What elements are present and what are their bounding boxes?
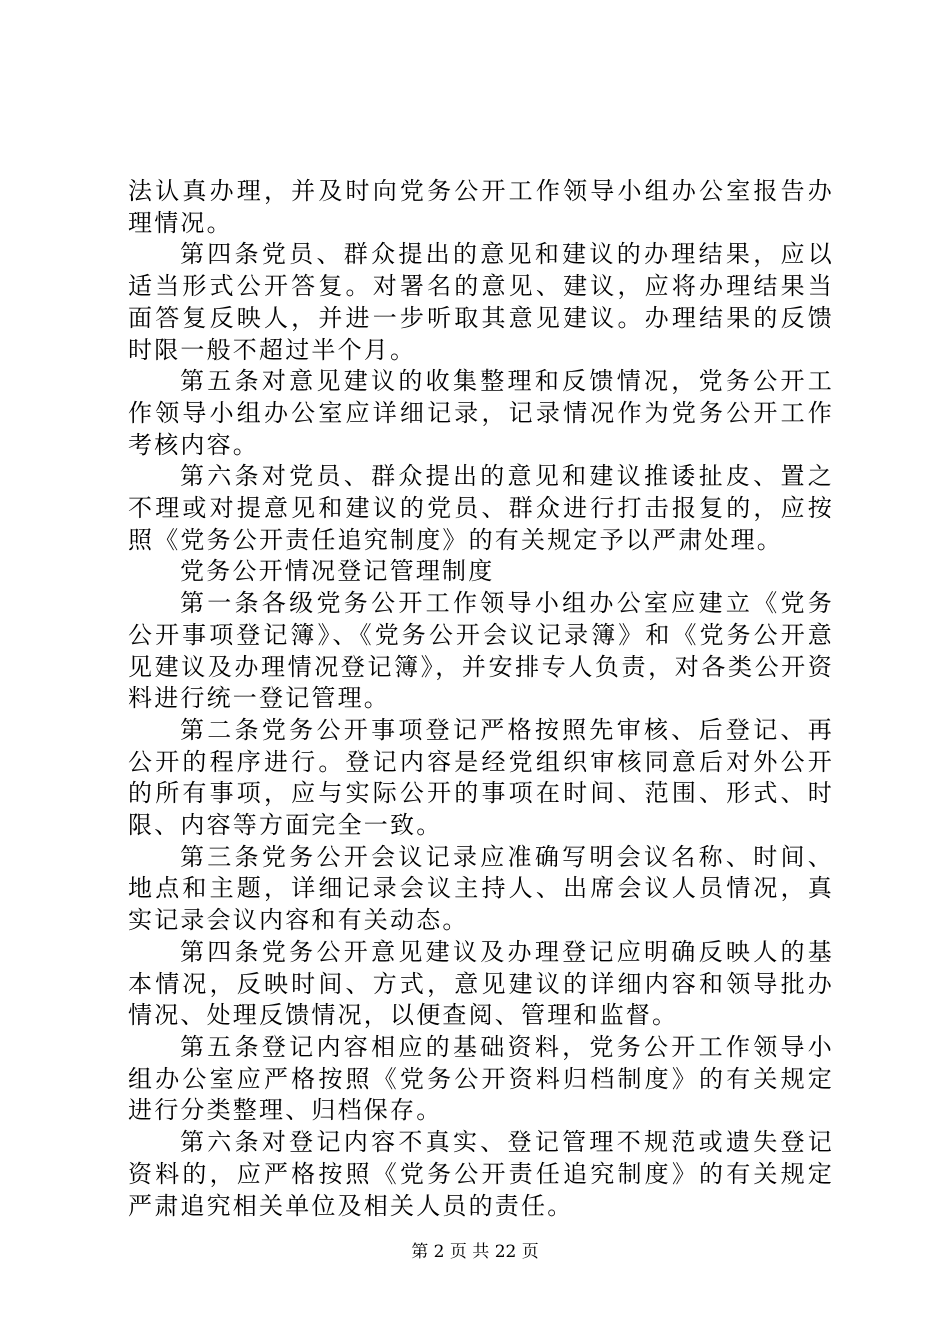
- paragraph-8: 第三条党务公开会议记录应准确写明会议名称、时间、地点和主题，详细记录会议主持人、出席会议人员情况，真实记录会议内容和有关动态。: [128, 842, 834, 935]
- paragraph-9: 第四条党务公开意见建议及办理登记应明确反映人的基本情况，反映时间、方式，意见建议的详细内容和领导批办情况、处理反馈情况，以便查阅、管理和监督。: [128, 937, 834, 1030]
- page-number: 第 2 页 共 22 页: [411, 1242, 539, 1262]
- paragraph-11: 第六条对登记内容不真实、登记管理不规范或遗失登记资料的，应严格按照《党务公开责任追究制度》的有关规定严肃追究相关单位及相关人员的责任。: [128, 1128, 834, 1220]
- paragraph-7: 第二条党务公开事项登记严格按照先审核、后登记、再公开的程序进行。登记内容是经党组织审核同意后对外公开的所有事项，应与实际公开的事项在时间、范围、形式、时限、内容等方面完全一致。: [128, 715, 834, 840]
- paragraph-10: 第五条登记内容相应的基础资料，党务公开工作领导小组办公室应严格按照《党务公开资料归档制度》的有关规定进行分类整理、归档保存。: [128, 1032, 834, 1125]
- section-heading: 党务公开情况登记管理制度: [180, 557, 495, 586]
- paragraph-4: 第六条对党员、群众提出的意见和建议推诿扯皮、置之不理或对提意见和建议的党员、群众进行打击报复的，应按照《党务公开责任追究制度》的有关规定予以严肃处理。: [128, 462, 834, 554]
- paragraph-1: 法认真办理，并及时向党务公开工作领导小组办公室报告办理情况。: [128, 177, 834, 237]
- paragraph-3: 第五条对意见建议的收集整理和反馈情况，党务公开工作领导小组办公室应详细记录，记录情况作为党务公开工作考核内容。: [128, 367, 834, 459]
- document-body: [128, 176, 834, 1222]
- paragraph-6: 第一条各级党务公开工作领导小组办公室应建立《党务公开事项登记簿》、《党务公开会议记录簿》和《党务公开意见建议及办理情况登记簿》，并安排专人负责，对各类公开资料进行统一登记管理。: [128, 589, 834, 713]
- page-footer: [0, 1240, 950, 1264]
- paragraph-2: 第四条党员、群众提出的意见和建议的办理结果，应以适当形式公开答复。对署名的意见、建议，应将办理结果当面答复反映人，并进一步听取其意见建议。办理结果的反馈时限一般不超过半个月。: [128, 240, 834, 364]
